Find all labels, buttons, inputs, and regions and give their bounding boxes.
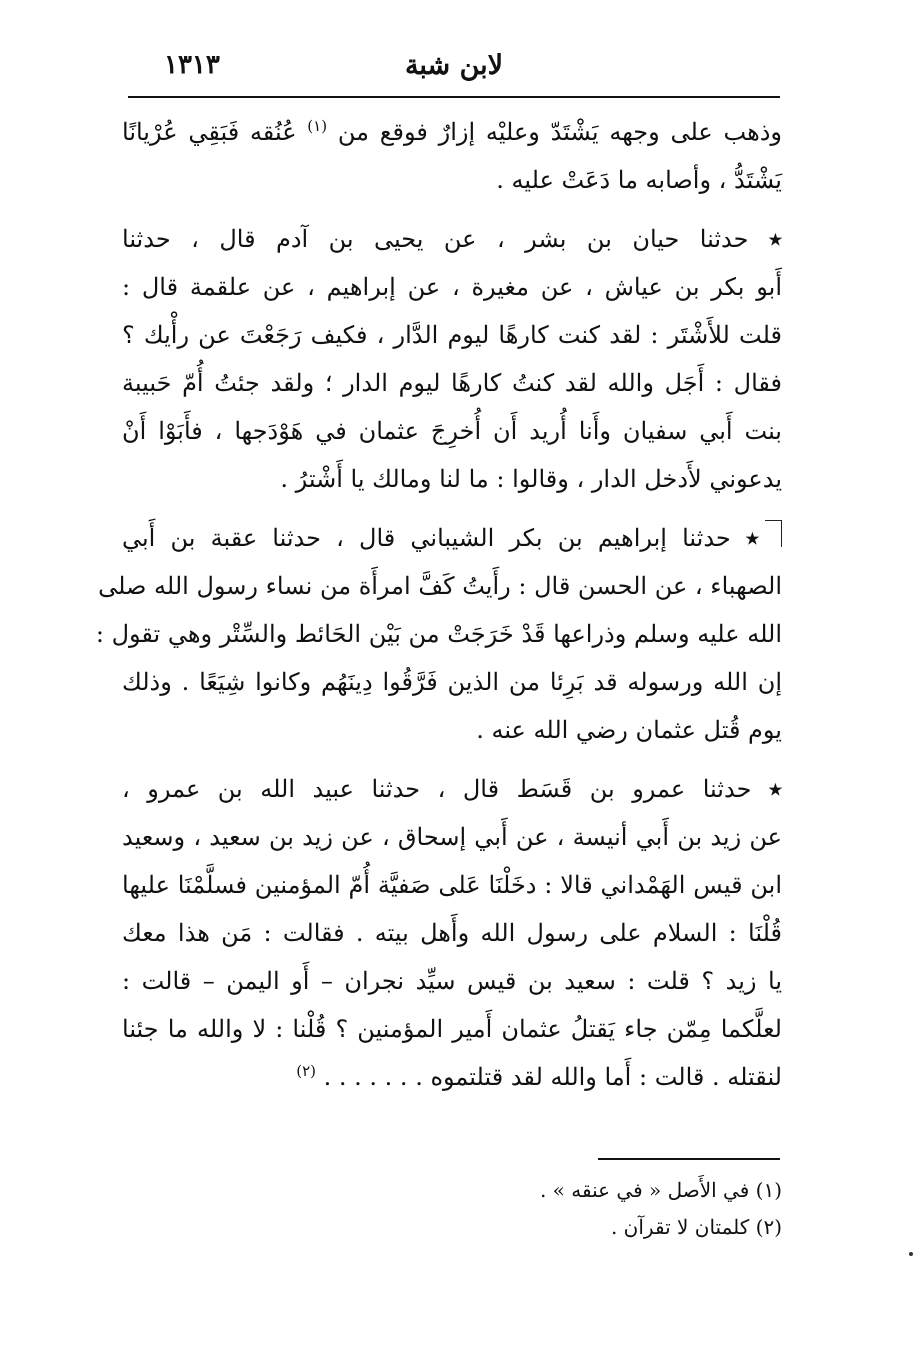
text-line: الصهباء ، عن الحسن قال : رأَيتُ كَفَّ امرأَة من نساء رسول الله صلى	[98, 572, 782, 600]
footnote-1: (١) في الأَصل « في عنقه » .	[539, 1178, 782, 1202]
text-line: وذهب على وجهه يَشْتَدّ وعليْه إزارٌ فوقع من $^{(١)}$ عُنُقه فَبَقِي عُرْيانًا	[122, 117, 783, 146]
star-marker: ٭	[768, 774, 782, 803]
running-title: لابن شبة	[404, 50, 504, 81]
scan-speck	[909, 1252, 913, 1256]
footnote-2: (٢) كلمتان لا تقرآن .	[610, 1215, 782, 1239]
margin-bracket-mark	[765, 520, 782, 547]
text-line: لنقتله . قالت : أَما والله لقد قتلتموه . . . . . . . $^{(٢)}$	[296, 1062, 782, 1091]
star-marker: ٭	[768, 224, 782, 253]
footnote-separator	[598, 1158, 780, 1160]
text-line: قلت للأَشْتَر : لقد كنت كارهًا ليوم الدَّار ، فكيف رَجَعْتَ عن رأْيك ؟	[122, 321, 782, 349]
text-line: ٭ حدثنا عمرو بن قَسَط قال ، حدثنا عبيد الله بن عمرو ،	[122, 774, 782, 803]
text-line: عن زيد بن أَبي أنيسة ، عن أَبي إسحاق ، عن زيد بن سعيد ، وسعيد	[122, 823, 782, 851]
text-line: يوم قُتل عثمان رضي الله عنه .	[476, 716, 782, 744]
text-line: بنت أَبي سفيان وأَنا أُريد أَن أُخرِجَ عثمان في هَوْدَجها ، فأَبَوْا أَنْ	[122, 417, 782, 445]
main-text	[95, 108, 783, 1101]
text-line: أَبو بكر بن عياش ، عن مغيرة ، عن إبراهيم ، عن علقمة قال :	[122, 273, 782, 301]
text-line: ٭ حدثنا حيان بن بشر ، عن يحيى بن آدم قال ، حدثنا	[122, 224, 782, 253]
text-line: ابن قيس الهَمْداني قالا : دخَلْنَا عَلى صَفيَّة أُمّ المؤمنين فسلَّمْنَا عليها	[122, 871, 782, 899]
star-marker: ٭	[745, 523, 759, 552]
text-line: الله عليه وسلم وذراعها قَدْ خَرَجَتْ من بَيْن الحَائط والسِّتْر وهي تقول :	[95, 620, 782, 648]
text-line: يدعوني لأَدخل الدار ، وقالوا : ما لنا ومالك يا أَشْترُ .	[280, 465, 782, 493]
footnote-ref: (١)	[307, 117, 328, 135]
paragraph-2	[122, 215, 782, 503]
paragraph-1	[122, 108, 782, 204]
text-line: يا زيد ؟ قلت : سعيد بن قيس سيِّد نجران – أَو اليمن – قالت :	[122, 967, 783, 995]
footnote-ref: (٢)	[296, 1062, 316, 1080]
text-line: فقال : أَجَل والله لقد كنتُ كارهًا ليوم الدار ؛ ولقد جئتُ أُمّ حَبيبة	[122, 369, 782, 397]
page-header	[128, 44, 780, 98]
text-line: لعلَّكما مِمّن جاء يَقتلُ عثمان أَمير المؤمنين ؟ قُلْنا : لا والله ما جئنا	[122, 1015, 782, 1043]
paragraph-4	[122, 765, 782, 1101]
text-line: قُلْنَا : السلام على رسول الله وأَهل بيته . فقالت : مَن هذا معك	[122, 919, 782, 947]
text-line: إن الله ورسوله قد بَرِئا من الذين فَرَّقُوا دِينَهُم وكانوا شِيَعًا . وذلك	[122, 668, 782, 696]
text-line: ٭ حدثنا إبراهيم بن بكر الشيباني قال ، حدثنا عقبة بن أَبي	[122, 514, 782, 562]
text-line: يَشْتَدُّ ، وأصابه ما دَعَتْ عليه .	[496, 166, 782, 194]
page-number: ١٣١٣	[164, 50, 220, 80]
paragraph-3	[95, 514, 782, 754]
footnotes	[282, 1172, 782, 1246]
